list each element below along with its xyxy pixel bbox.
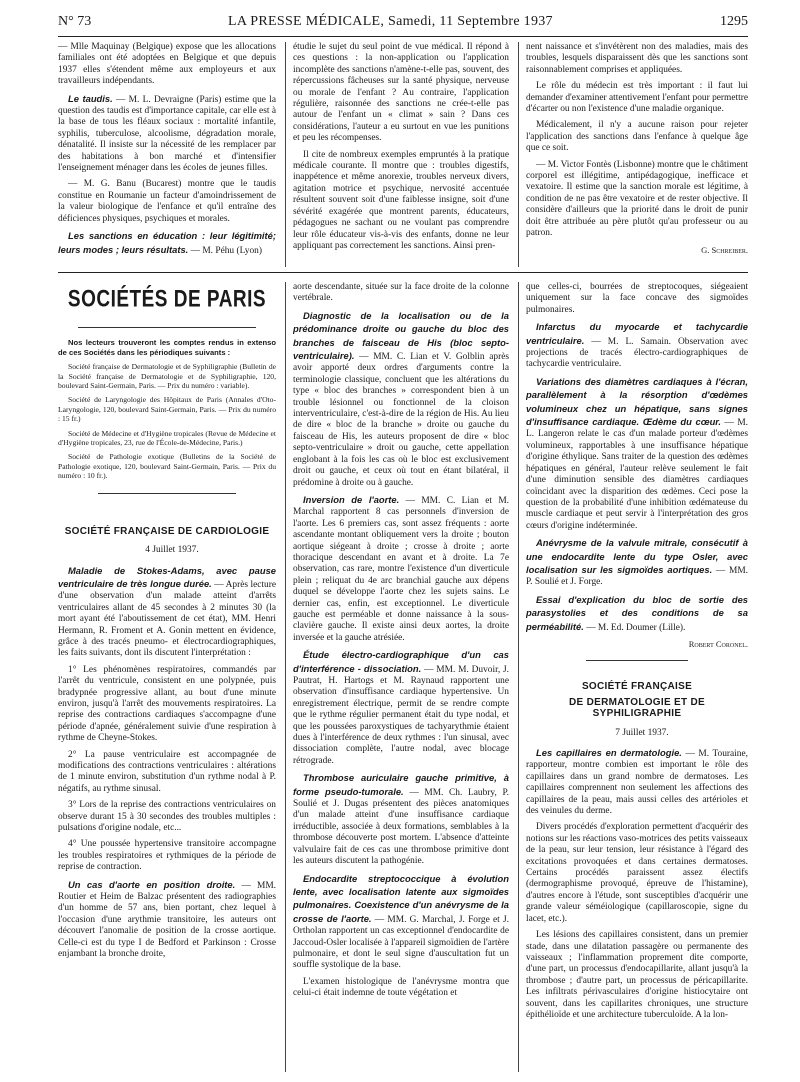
session-date: 7 Juillet 1937.: [615, 727, 669, 738]
paragraph: — M. Victor Fontès (Lisbonne) montre que le châtiment corporel est illégitime, antipédagogique, inefficace et vexatoire. Il estime que la sanction morale est légitime, à condition de ne pas être vexatoire et de rester objective. Il considère d'ailleurs que la priorité dans le droit de punir doit être attribuée au père plutôt qu'au professeur ou au patron.: [526, 159, 748, 239]
article-text: — M. L. Samain. Observation avec projections de tracés électro-cardiographiques de tachycardie ventriculaire.: [526, 336, 748, 370]
column-divider: [518, 42, 519, 267]
signature: Robert Coronel.: [688, 638, 748, 649]
page-header: [58, 14, 748, 34]
article-heading: Endocardite streptococcique à évolution lente, avec localisation latente aux sigmoïdes pulmonaires. Coexistence d'un anévrysme de la crosse de l'aorte.: [293, 872, 509, 924]
periodical-reference: Société française de Dermatologie et de Syphiligraphie (Bulletin de la Société française de Dermatologie et de Syphiligraphie, 120, boulevard Saint-Germain, Paris. — Prix du numéro : variable).: [58, 362, 276, 391]
intro-text: Nos lecteurs trouveront les comptes rendus in extenso de ces Sociétés dans les périodiques suivants :: [58, 338, 276, 357]
article-text: — MM. P. Soulié et J. Forge.: [526, 565, 748, 588]
paragraph: Il cite de nombreux exemples empruntés à la pratique médicale courante. Il montre que : troubles digestifs, inappétence et même anorexie, troubles nerveux divers, agitation motrice et psychique, nervosité accentuée résultent souvent soit d'une faiblesse insigne, soit d'une sévérité exagérée que montrent parents, éducateurs, pédagogues ne sachant ou ne voulant pas comprendre leur rôle éducateur vis-à-vis des enfants, donne ne leur appliquant pas correctement les sanctions. Ainsi pren-: [293, 149, 509, 251]
article-text: — Après lecture d'une observation d'un malade atteint d'arrêts ventriculaires allant de 45 secondes à 2 minutes 30 (la mort ayant été l'aboutissement de cet état), MM. Henri Hermann, R. Froment et A. Gonin mettent en évidence, grâce à des tracés pneumo- et électrocardiographiques, les faits suivants, dont ils discutent l'interprétation :: [58, 579, 276, 659]
top-column-3: [526, 42, 748, 261]
article-text: — MM. M. Duvoir, J. Pautrat, H. Hartogs et M. Raynaud rapportent une observation d'insuffisance cardiaque hypertensive. Un enregistrement électrique, permit de se rendre compte que le rythme régulier permanent était du type nodal, et que les poussées paroxystiques de tachyarythmie étaient dues à l'interférence de deux rythmes : l'un sinusal, avec dissociation complète, l'autre nodal, avec blocage rétrograde.: [293, 664, 509, 766]
article-heading: Un cas d'aorte en position droite.: [68, 878, 236, 890]
section-heading: Les sanctions en éducation : leur légitimité; leurs modes ; leurs résultats.: [58, 230, 276, 255]
page-number: 1295: [720, 14, 748, 29]
paragraph: aorte descendante, située sur la face droite de la colonne vertébrale.: [293, 282, 509, 304]
column-divider: [285, 282, 286, 1072]
paragraph: [58, 93, 276, 175]
society-title-line2: DE DERMATOLOGIE ET DE SYPHILIGRAPHIE: [569, 696, 705, 720]
paragraph: Le rôle du médecin est très important : il faut lui demander d'examiner attentivement l'enfant pour permettre d'écarter ou non l'existence d'une maladie organique.: [526, 81, 748, 115]
article-heading: Thrombose auriculaire gauche primitive, à forme pseudo-tumorale.: [293, 772, 509, 797]
section-heading: Le taudis.: [68, 92, 113, 104]
paragraph: [293, 873, 509, 972]
paragraph: [526, 747, 748, 817]
column-divider: [285, 42, 286, 267]
signature: G. Schreiber.: [701, 244, 748, 255]
journal-title: LA PRESSE MÉDICALE, Samedi, 11 Septembre 1937: [228, 14, 553, 29]
paragraph: 3° Lors de la reprise des contractions ventriculaires on observe durant 15 à 30 secondes des troubles multiples : pulsations d'origine nodale, etc...: [58, 800, 276, 834]
top-column-1: [58, 42, 276, 262]
paragraph: que celles-ci, bourrées de streptocoques, siégeaient uniquement sur la face concave des sigmoïdes pulmonaires.: [526, 282, 748, 315]
paragraph-text: — M. L. Devraigne (Paris) estime que la question des taudis est d'importance capitale, car elle est à la base de tous les fléaux sociaux : mortalité infantile, syphilis, tuberculose, alcoolisme, dégradation morale, dénatalité. Il insiste sur la nécessité de les remplacer par des habitations à bon marché et d'intensifier l'enseignement ménager dans les écoles de jeunes filles.: [58, 94, 277, 174]
paragraph: étudie le sujet du seul point de vue médical. Il répond à ces questions : la non-application ou l'application incomplète des sanctions n'amène-t-elle pas, souvent, des répercussions fâcheuses sur la santé physique, nerveuse ou morale de l'enfant ? Au contraire, l'application régulière, raisonnée des sanctions ne crée-t-elle pas autour de l'enfant un « climat » sain ? Dans ces considérations, l'auteur a eu surtout en vue les punitions et peu les récompenses.: [293, 42, 509, 144]
society-title-line1: SOCIÉTÉ FRANÇAISE: [581, 681, 693, 693]
session-date: 4 Juillet 1937.: [145, 545, 199, 556]
paragraph: [526, 537, 748, 589]
article-heading: Variations des diamètres cardiaques à l'écran, parallèlement à la résorption d'œdèmes volumineux chez un hépatique, sans signes d'insuffisance cardiaque. Œdème du cœur.: [526, 375, 748, 428]
divider: [98, 493, 236, 494]
article-heading: Maladie de Stokes-Adams, avec pause ventriculaire de très longue durée.: [58, 564, 276, 589]
paragraph: [526, 594, 748, 634]
article-heading: Anévrysme de la valvule mitrale, consécutif à une endocardite lente du type Osler, avec localisation sur les sigmoïdes aortiques.: [526, 537, 748, 575]
title-rule: [78, 327, 256, 328]
paragraph: 1° Les phénomènes respiratoires, commandés par l'arrêt du ventricule, consistent en une polypnée, puis bradypnée progressive allant, au bout d'une minute environ, jusqu'à l'arrêt des mouvements respiratoires. La reprise des contractions cardiaques s'accompagne d'une période d'apnée, généralement suivie d'une respiration à rythme de Cheyne-Stokes.: [58, 664, 276, 744]
article-text: — MM. C. Lian et V. Golblin après avoir apporté deux ordres d'arguments contre la terminologie classique, concluent que les altérations du type « bloc des branches » correspondent bien à un trouble lésionnel ou fonctionnel de la cloison interventriculaire, c'est-à-dire de la région de His. Au lieu de dire « bloc de la branche » droite ou gauche du faisceau de His, les auteurs proposent de dire « bloc septo-ventriculaire » droit ou gauche, cette appellation englobant à la fois les cas où le bloc est exclusivement droit ou gauche, et ceux où tout en étant bilatéral, il prédomine à droite ou à gauche.: [293, 352, 509, 488]
section-title: SOCIÉTÉS DE PARIS: [67, 286, 267, 313]
periodical-reference: Société de Médecine et d'Hygiène tropicales (Revue de Médecine et d'Hygiène tropicales, 23, rue de l'École-de-Médecine, Paris.): [58, 428, 276, 448]
article-heading: Diagnostic de la localisation ou de la prédominance droite ou gauche du bloc des branches de faisceau de His (bloc septo-ventriculaire).: [293, 309, 509, 362]
paragraph: [293, 494, 509, 644]
divider: [586, 660, 688, 661]
article-heading: Inversion de l'aorte.: [303, 493, 400, 505]
section-rule: [58, 272, 748, 273]
article-text: — M. Ed. Doumer (Lille).: [586, 622, 686, 633]
paragraph: — Mlle Maquinay (Belgique) expose que les allocations familiales ont été adoptées en Belgique et que depuis 1937 elles s'étendent même aux employeurs et aux travailleurs indépendants.: [58, 42, 276, 87]
paragraph: [526, 376, 748, 532]
paragraph: — M. G. Banu (Bucarest) montre que le taudis constitue en Roumanie un facteur d'amoindrissement de la valeur biologique de l'enfance et qu'il entraîne des déficiences physiques, psychiques et morales.: [58, 179, 276, 224]
paragraph: Médicalement, il n'y a aucune raison pour rejeter l'application des sanctions dans l'enfance à quelque âge que ce soit.: [526, 120, 748, 154]
article-heading: Étude électro-cardiographique d'un cas d'interférence - dissociation.: [293, 649, 509, 674]
paragraph: Les lésions des capillaires consistent, dans un premier stade, dans une dilatation passagère ou permanente des vaisseaux ; l'inflammation proprement dite comporte, d'une part, un processus d'endocapillarite, allant jusqu'à la thrombose ; d'autre part, un processus de péricapillarite. Les infiltrats périvasculaires d'origine histiocytaire ont souvent, dans les capillarites chroniques, une structure épithélioïde et une architecture tuberculoïde. A la lon-: [526, 930, 748, 1020]
paragraph-text: — M. Péhu (Lyon): [190, 245, 262, 256]
article-heading: Infarctus du myocarde et tachycardie ventriculaire.: [526, 321, 748, 346]
column-divider: [518, 282, 519, 1072]
paragraph: L'examen histologique de l'anévrysme montra que celui-ci était indemne de toute végétation et: [293, 976, 509, 999]
paragraph: [293, 772, 509, 867]
paragraph: nent naissance et s'invétèrent non des maladies, mais des troubles, lesquels disparaissent dès que les sanctions sont raisonnablement comprises et appliquées.: [526, 42, 748, 75]
periodical-reference: Société de Laryngologie des Hôpitaux de Paris (Annales d'Oto-Laryngologie, 120, boulevard Saint-Germain, Paris. — Prix du numéro : 15 fr.): [58, 395, 276, 424]
article-heading: Les capillaires en dermatologie.: [536, 747, 682, 758]
top-column-2: [293, 42, 509, 257]
article-text: — MM. Ch. Laubry, P. Soulié et J. Dugas présentent des pièces anatomiques d'un malade atteint d'une insuffisance cardiaque irréductible, associée à deux formations, semblables à la thrombose découverte post mortem. L'absence d'atteinte valvulaire fait de ces cas une thrombose primitive dont les auteurs discutent la pathogénie.: [293, 787, 509, 867]
article-text: — MM. G. Marchal, J. Forge et J. Ortholan rapportent un cas exceptionnel d'endocardite de Jaccoud-Osler localisée à l'appareil sigmoïdien de l'artère pulmonaire, et dont le seul signe d'auscultation fut un souffle systolique de la base.: [293, 914, 509, 971]
right-column: [526, 282, 748, 1072]
article-text: — M. L. Langeron relate le cas d'un malade porteur d'œdèmes volumineux, rapportables à une insuffisance hépatique d'origine éthylique. Sans traiter de la question des œdèmes hépatiques en général, l'auteur relève seulement le fait d'une diminution sensible des diamètres cardiaques coïncidant avec la disparition des œdèmes. Ceci pose la question de la probabilité d'une inhibition œdémateuse du muscle cardiaque et peut servir à l'interprétation des gros cœurs d'origine indéterminée.: [526, 418, 748, 531]
header-rule: [58, 36, 748, 37]
paragraph: Divers procédés d'exploration permettent d'acquérir des notions sur les réactions vaso-motrices des petits vaisseaux de la peau, sur leur tension, leur résistance à l'égard des excitations provoquées et dans certaines dermatoses. Certains procédés paraissent assez électifs (dermographisme provoqué, épreuve de l'histamine), d'autres encore à l'étude, sont susceptibles d'acquérir une grande valeur séméiologique (capillaroscopie, signe du lacet, etc.).: [526, 822, 748, 924]
paragraph: [58, 565, 276, 660]
article-text: — MM. Routier et Heim de Balzac présentent des radiographies d'un homme de 57 ans, bien portant, chez lequel à l'occasion d'une arythmie transitoire, les auteurs ont découvert l'anomalie de position de la crosse aortique. Celle-ci est du type I de Bedford et Parkinson : Crosse enjambant la bronche droite,: [58, 880, 276, 960]
paragraph: [293, 310, 509, 489]
middle-column: [293, 282, 509, 1072]
article-text: — MM. C. Lian et M. Marchal rapportent 8 cas personnels d'inversion de l'aorte. Les 6 premiers cas, sont assez fréquents : aorte ascendante montant obliquement vers la droite ; bouton aortique siégeant à droite ; crosse à droite ; aorte thoracique descendant en avant et à droite. La 7e observation, cas rare, montre l'existence d'un diverticule plein ; reliquat du 4e arc branchial gauche aux dépens duquel se développe l'aorte chez les sujets sains. Le dernier cas, enfin, est exceptionnel. Le diverticule gauche est perméable et donne naissance à la sous-clavière gauche. Il existe ainsi deux aortes, la droite inversée et la gauche atrésiée.: [293, 495, 509, 643]
paragraph: 4° Une poussée hypertensive transitoire accompagne les troubles respiratoires et rythmiques de la période de reprise de contraction.: [58, 839, 276, 873]
paragraph: [58, 879, 276, 961]
article-text: — M. Touraine, rapporteur, montre combien est important le rôle des capillaires dans un grand nombre de dermatoses. Les capillaires comprennent non seulement les affections des capillaires de la peau, mais aussi celles des artérioles et des veinules du derme.: [526, 749, 748, 817]
paragraph: 2° La pause ventriculaire est accompagnée de modifications des contractions ventriculaires : altérations de 1 minute environ, substitution d'un rythme nodal à P. négatifs, au rythme sinusal.: [58, 749, 276, 794]
paragraph: [293, 649, 509, 767]
paragraph: [58, 230, 276, 257]
article-heading: Essai d'explication du bloc de sortie des parasystolies et des conditions de sa perméabilité.: [526, 593, 748, 632]
left-column: [58, 282, 276, 1072]
periodical-reference: Société de Pathologie exotique (Bulletins de la Société de Pathologie exotique, 120, boulevard Saint-Germain, Paris. — Prix du numéro : 10 fr.).: [58, 452, 276, 481]
society-title: SOCIÉTÉ FRANÇAISE DE CARDIOLOGIE: [64, 525, 270, 537]
issue-number: N° 73: [58, 14, 92, 29]
paragraph: [526, 321, 748, 371]
